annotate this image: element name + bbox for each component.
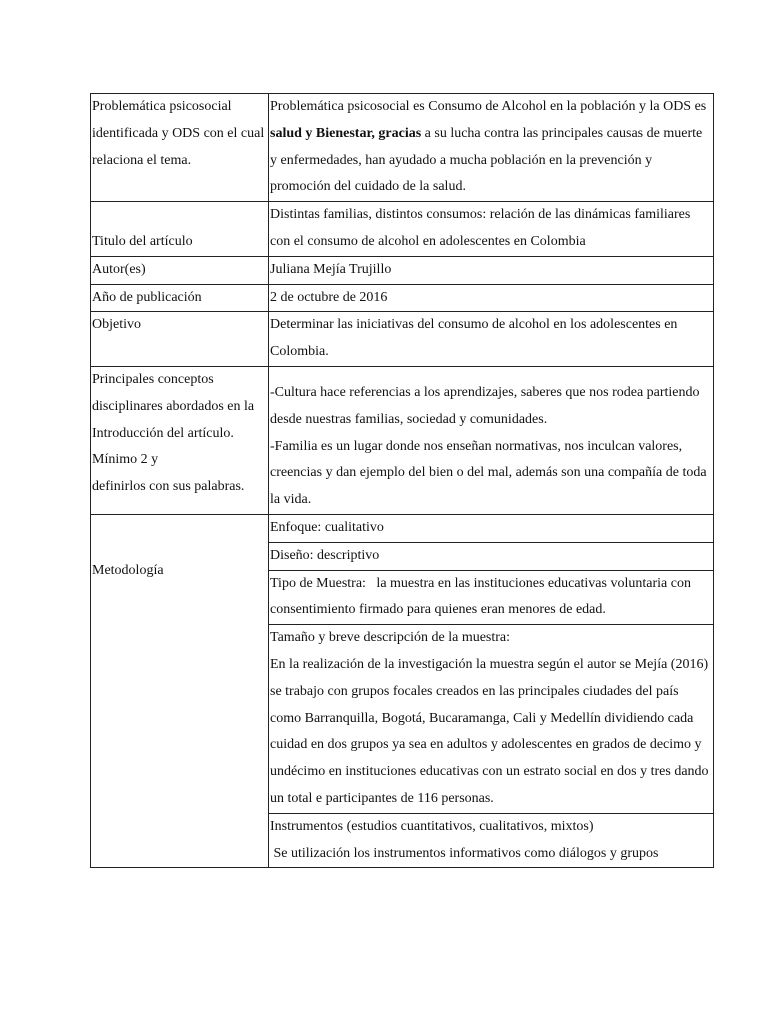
row-label-titulo: Titulo del artículo [91,202,269,257]
problematica-text-bold: salud y Bienestar, gracias [270,125,422,141]
concepto-cultura: -Cultura hace referencias a los aprendizajes, saberes que nos rodea partiendo desde nuestras familias, sociedad y comunidades. [270,384,700,427]
row-value-instrumentos [269,813,714,868]
row-value-problematica [269,94,714,202]
article-analysis-table [90,93,714,868]
tamano-titulo: Tamaño y breve descripción de la muestra: [270,630,511,646]
table-row [91,94,714,202]
instrumentos-titulo: Instrumentos (estudios cuantitativos, cualitativos, mixtos) [270,818,594,834]
problematica-text-b: a su lucha contra las principales causas de muerte y enfermedades, han ayudado a mucha población en la prevención y promoción del cuidado de la salud. [270,125,703,195]
row-label-metodologia [91,514,269,867]
row-value-objetivo: Determinar las iniciativas del consumo de alcohol en los adolescentes en Colombia. [269,312,714,367]
row-value-tipo-muestra: Tipo de Muestra: la muestra en las instituciones educativas voluntaria con consentimiento firmado para quienes eran menores de edad. [269,570,714,625]
row-value-conceptos [269,366,714,514]
row-label-conceptos [91,366,269,514]
table-row [91,256,714,284]
row-value-enfoque: Enfoque: cualitativo [269,514,714,542]
conceptos-label-3: definirlos con sus palabras. [92,479,245,495]
table-row [91,202,714,257]
row-value-diseno: Diseño: descriptivo [269,542,714,570]
tamano-descripcion: En la realización de la investigación la muestra según el autor se Mejía (2016) se trabajo con grupos focales creados en las principales ciudades del país como Barranquilla, Bogotá, Bucaramanga, Cali y Medellín dividiendo cada cuidad en dos grupos ya sea en adultos y adolescentes en grados de decimo y undécimo en instituciones educativas con un estrato social en dos y tres dando un total e participantes de 116 personas. [270,656,709,806]
metodologia-label: Metodología [92,562,164,578]
row-label-autor: Autor(es) [91,256,269,284]
row-label-problematica: Problemática psicosocial identificada y ODS con el cual relaciona el tema. [91,94,269,202]
instrumentos-descripcion: Se utilización los instrumentos informativos como diálogos y grupos [270,845,659,861]
row-label-objetivo: Objetivo [91,312,269,367]
table-row [91,366,714,514]
table-row [91,514,714,542]
conceptos-label-2: Mínimo 2 y [92,452,159,468]
row-label-anio: Año de publicación [91,284,269,312]
row-value-anio: 2 de octubre de 2016 [269,284,714,312]
concepto-familia: -Familia es un lugar donde nos enseñan normativas, nos inculcan valores, creencias y dan ejemplo del bien o del mal, además son una compañía de toda la vida. [270,438,707,508]
row-value-autor: Juliana Mejía Trujillo [269,256,714,284]
table-row [91,312,714,367]
row-value-tamano-muestra [269,625,714,814]
problematica-text-a: Problemática psicosocial es Consumo de Alcohol en la población y la ODS es [270,99,707,114]
row-value-titulo: Distintas familias, distintos consumos: relación de las dinámicas familiares con el consumo de alcohol en adolescentes en Colombia [269,202,714,257]
conceptos-label-1: Principales conceptos disciplinares abordados en la Introducción del artículo. [92,371,255,441]
table-row [91,284,714,312]
